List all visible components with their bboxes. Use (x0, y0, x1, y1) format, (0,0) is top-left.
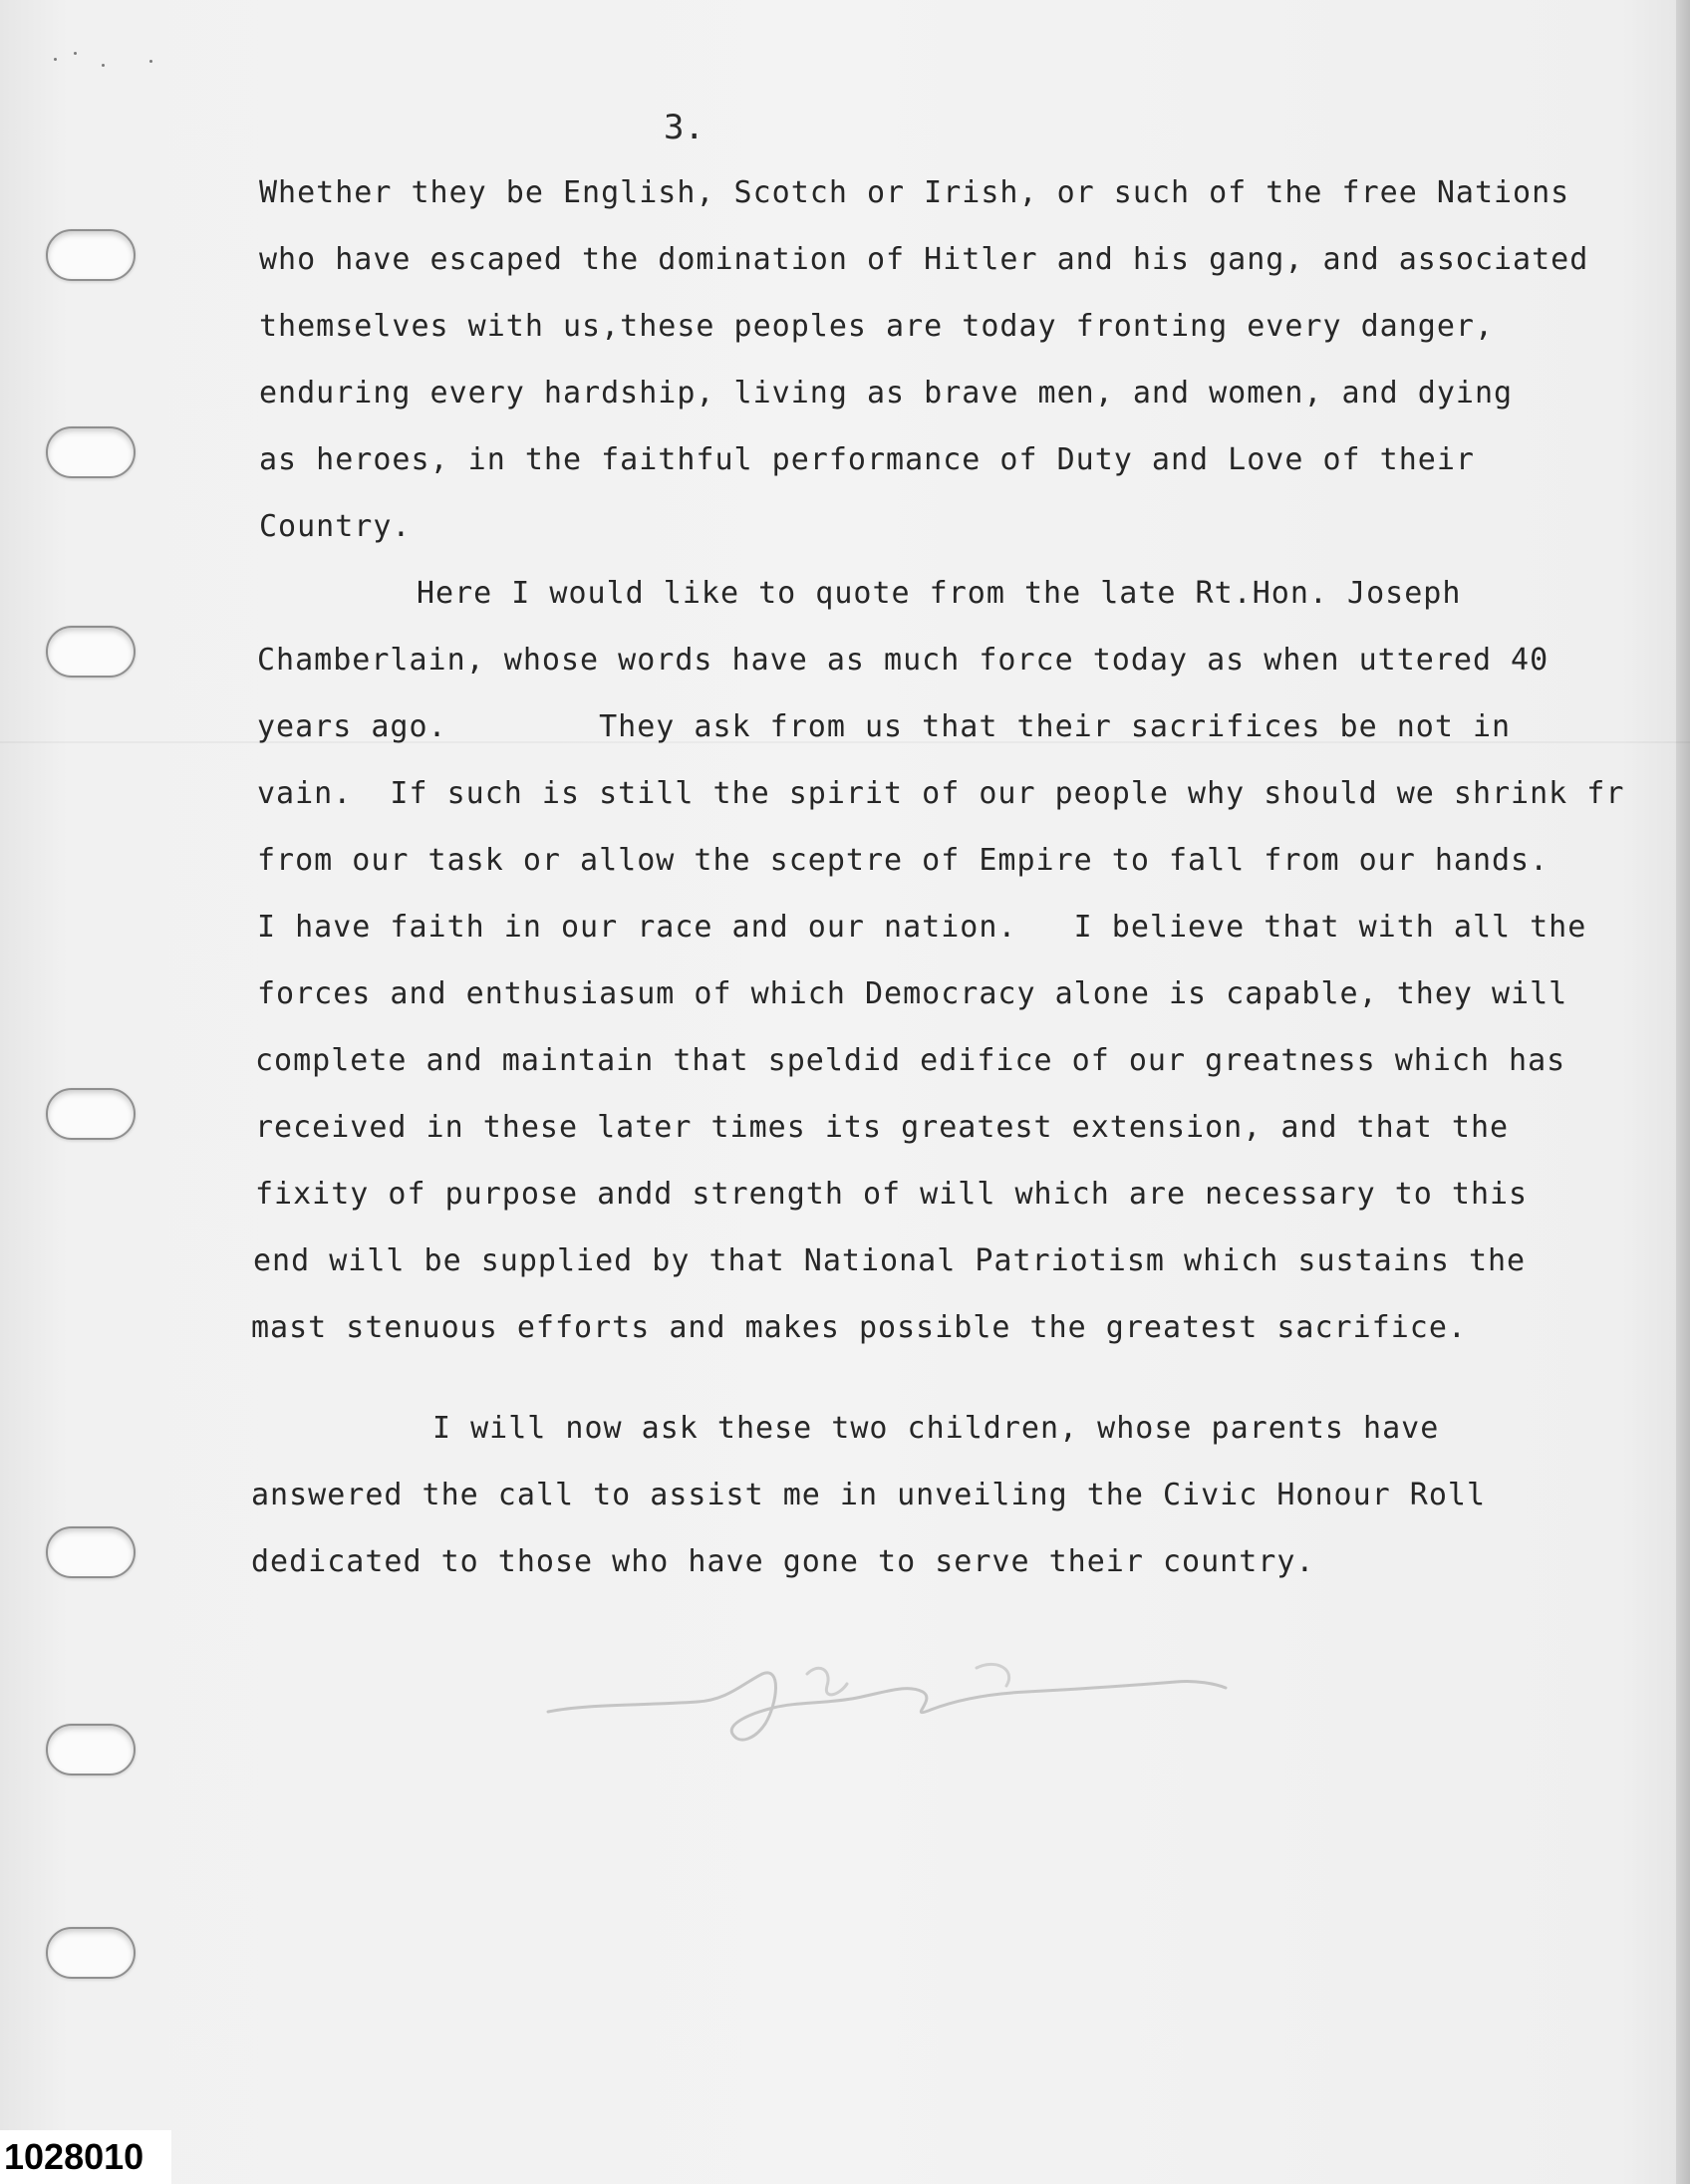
text-line: I have faith in our race and our nation. I believe that with all the (257, 910, 1587, 945)
text-line: received in these later times its greatest extension, and that the (255, 1110, 1510, 1145)
punch-hole (46, 229, 136, 281)
punch-hole (46, 1526, 136, 1578)
text-line: enduring every hardship, living as brave men, and women, and dying (259, 376, 1514, 410)
page-number: 3. (664, 108, 704, 147)
punch-hole (46, 1088, 136, 1140)
document-id-label: 1028010 (0, 2130, 171, 2184)
punch-hole (46, 1724, 136, 1775)
text-line: vain. If such is still the spirit of our people why should we shrink fr (257, 776, 1625, 811)
text-line: Chamberlain, whose words have as much force today as when uttered 40 (257, 643, 1549, 678)
text-line: themselves with us,these peoples are today fronting every danger, (259, 309, 1494, 344)
text-line: mast stenuous efforts and makes possible the greatest sacrifice. (251, 1310, 1467, 1345)
punch-hole (46, 626, 136, 678)
signature-mark (528, 1634, 1246, 1764)
text-line: Whether they be English, Scotch or Irish, or such of the free Nations (259, 175, 1570, 210)
text-line: complete and maintain that speldid edifice of our greatness which has (255, 1043, 1566, 1078)
text-line: fixity of purpose andd strength of will which are necessary to this (255, 1177, 1529, 1212)
text-line: as heroes, in the faithful performance of Duty and Love of their (259, 442, 1475, 477)
text-line: who have escaped the domination of Hitler and his gang, and associated (259, 242, 1589, 277)
paper-speck (102, 64, 105, 67)
paper-speck (74, 52, 77, 55)
punch-hole (46, 1927, 136, 1979)
text-line: years ago. They ask from us that their sacrifices be not in (257, 709, 1512, 744)
text-line: I will now ask these two children, whose parents have (432, 1411, 1440, 1446)
paper-speck (54, 58, 57, 61)
text-line: answered the call to assist me in unveiling the Civic Honour Roll (251, 1478, 1486, 1512)
punch-hole (46, 426, 136, 478)
text-line: forces and enthusiasum of which Democracy alone is capable, they will (257, 976, 1568, 1011)
text-line: end will be supplied by that National Patriotism which sustains the (253, 1243, 1527, 1278)
text-line: Here I would like to quote from the late Rt.Hon. Joseph (417, 576, 1462, 611)
text-line: from our task or allow the sceptre of Empire to fall from our hands. (257, 843, 1549, 878)
paper-speck (149, 60, 152, 63)
page-edge-shadow (1676, 0, 1690, 2184)
text-line: Country. (259, 509, 412, 544)
text-line: dedicated to those who have gone to serve their country. (251, 1544, 1315, 1579)
